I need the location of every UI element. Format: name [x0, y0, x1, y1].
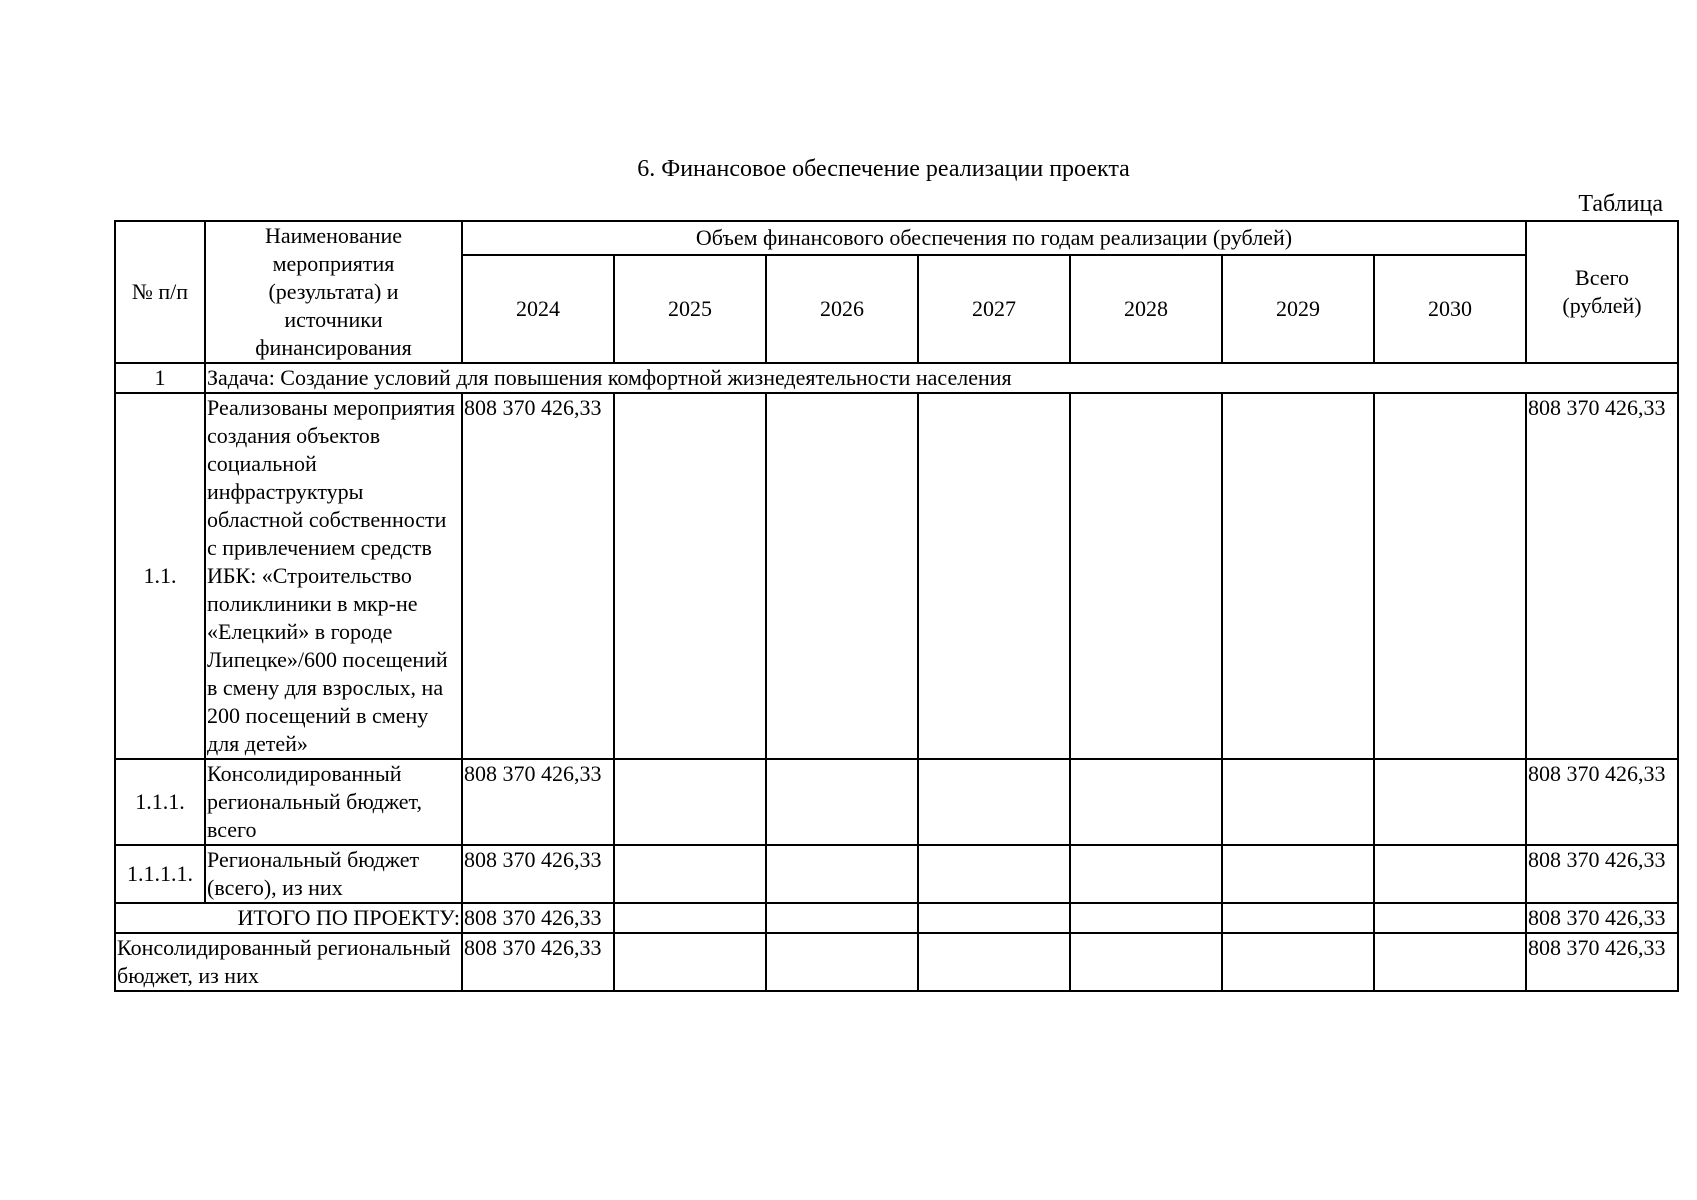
- row-name: Региональный бюджет (всего), из них: [205, 845, 462, 903]
- header-year: 2028: [1070, 255, 1222, 363]
- total-total: 808 370 426,33: [1526, 903, 1678, 933]
- row-value: [766, 759, 918, 845]
- task-text: Задача: Создание условий для повышения комфортной жизнедеятельности населения: [205, 363, 1678, 393]
- row-value: [1070, 845, 1222, 903]
- consolidated-row: [115, 933, 1678, 991]
- row-value: [766, 393, 918, 759]
- row-value: 808 370 426,33: [462, 845, 614, 903]
- consolidated-total: 808 370 426,33: [1526, 933, 1678, 991]
- row-value: [918, 759, 1070, 845]
- row-value: [1070, 759, 1222, 845]
- row-total: 808 370 426,33: [1526, 845, 1678, 903]
- header-volume: Объем финансового обеспечения по годам реализации (рублей): [462, 221, 1526, 255]
- total-value: [918, 903, 1070, 933]
- row-value: [1374, 393, 1526, 759]
- table-row: [115, 393, 1678, 759]
- financing-table: [114, 220, 1679, 992]
- total-value: [1070, 903, 1222, 933]
- consolidated-value: [614, 933, 766, 991]
- row-value: [614, 759, 766, 845]
- row-value: [1374, 845, 1526, 903]
- header-year: 2029: [1222, 255, 1374, 363]
- header-total: Всего (рублей): [1526, 221, 1678, 363]
- header-row: [115, 221, 1678, 255]
- row-num: 1.1.: [115, 393, 205, 759]
- header-year: 2030: [1374, 255, 1526, 363]
- consolidated-value: [918, 933, 1070, 991]
- header-year: 2024: [462, 255, 614, 363]
- consolidated-value: 808 370 426,33: [462, 933, 614, 991]
- total-value: [1374, 903, 1526, 933]
- header-year: 2027: [918, 255, 1070, 363]
- row-num: 1.1.1.: [115, 759, 205, 845]
- row-value: [918, 845, 1070, 903]
- task-num: 1: [115, 363, 205, 393]
- row-value: [1222, 845, 1374, 903]
- task-row: [115, 363, 1678, 393]
- row-value: [614, 845, 766, 903]
- consolidated-value: [766, 933, 918, 991]
- row-name: Реализованы мероприятия создания объектов социальной инфраструктуры областной собственности с привлечением средств ИБК: «Строительство поликлиники в мкр-не «Елецкий» в городе Липецке»/600 посещений в смену для взрослых, на 200 посещений в смену для детей»: [205, 393, 462, 759]
- header-year: 2025: [614, 255, 766, 363]
- row-value: [1222, 393, 1374, 759]
- header-num: № п/п: [115, 221, 205, 363]
- table-row: [115, 759, 1678, 845]
- table-caption: Таблица: [1578, 191, 1663, 217]
- table-row: [115, 845, 1678, 903]
- row-total: 808 370 426,33: [1526, 759, 1678, 845]
- row-value: [766, 845, 918, 903]
- row-name: Консолидированный региональный бюджет, всего: [205, 759, 462, 845]
- header-name: Наименование мероприятия (результата) и источники финансирования: [205, 221, 462, 363]
- row-total: 808 370 426,33: [1526, 393, 1678, 759]
- consolidated-label: Консолидированный региональный бюджет, из них: [115, 933, 462, 991]
- total-label: ИТОГО ПО ПРОЕКТУ:: [115, 903, 462, 933]
- row-num: 1.1.1.1.: [115, 845, 205, 903]
- row-value: [1222, 759, 1374, 845]
- row-value: [1070, 393, 1222, 759]
- total-value: [1222, 903, 1374, 933]
- total-value: 808 370 426,33: [462, 903, 614, 933]
- consolidated-value: [1070, 933, 1222, 991]
- total-value: [614, 903, 766, 933]
- total-value: [766, 903, 918, 933]
- page-title: 6. Финансовое обеспечение реализации проекта: [637, 156, 1130, 182]
- row-value: [1374, 759, 1526, 845]
- total-row: [115, 903, 1678, 933]
- consolidated-value: [1222, 933, 1374, 991]
- row-value: [918, 393, 1070, 759]
- row-value: [614, 393, 766, 759]
- row-value: 808 370 426,33: [462, 393, 614, 759]
- header-year: 2026: [766, 255, 918, 363]
- consolidated-value: [1374, 933, 1526, 991]
- row-value: 808 370 426,33: [462, 759, 614, 845]
